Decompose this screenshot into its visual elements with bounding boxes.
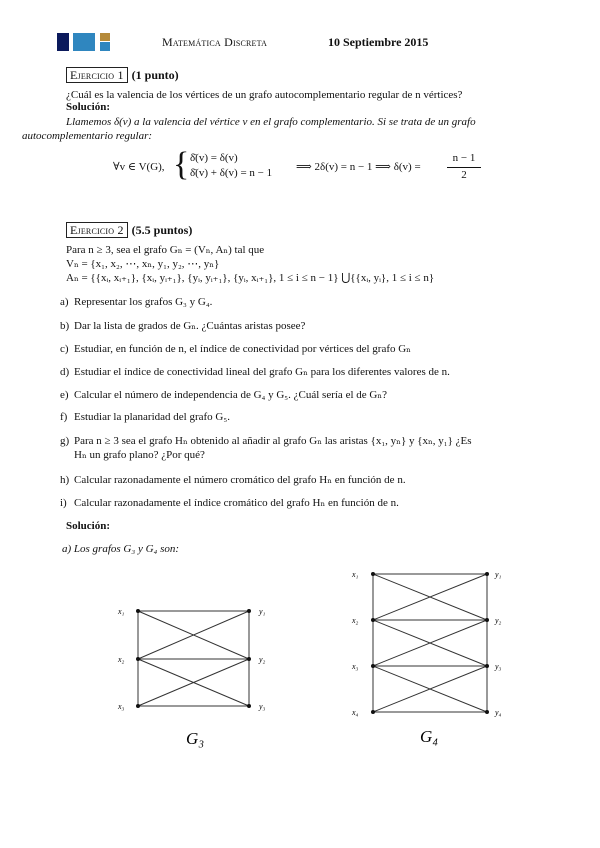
graph-g4-name: G₄ — [420, 727, 439, 746]
formula-rhs: ⟹ 2δ(v) = n − 1 ⟹ δ(v) = — [296, 161, 421, 173]
vertex-y2 — [485, 618, 489, 622]
vertex-label: x₄ — [352, 708, 359, 717]
formula-fraction-numerator: n − 1 — [452, 152, 476, 164]
vertex-label: y₂ — [259, 655, 266, 664]
course-title: Matemática Discreta — [162, 35, 268, 49]
vertex-y3 — [485, 664, 489, 668]
formula-system-line2: δ̄(v) + δ(v) = n − 1 — [190, 167, 273, 179]
vertex-label: x₂ — [118, 655, 125, 664]
vertex-x3 — [371, 664, 375, 668]
vertex-label: x₃ — [118, 702, 125, 711]
vertex-label: y₁ — [495, 570, 502, 579]
list-item-i: i) Calcular razonadamente el índice cromático del grafo Hₙ en función de n. — [60, 497, 399, 509]
list-item-a: a) Representar los grafos G₃ y G₄. — [60, 296, 213, 308]
vertex-x4 — [371, 710, 375, 714]
exercise-1-solution-line2: autocomplementario regular: — [22, 130, 153, 142]
vertex-x2 — [136, 657, 140, 661]
vertex-label: x₁ — [352, 570, 359, 579]
exercise-2-intro-line3: Aₙ = {{xᵢ, xᵢ₊₁}, {xᵢ, yᵢ₊₁}, {yᵢ, yᵢ₊₁}, {yᵢ, xᵢ₊₁}, 1 ≤ i ≤ n − 1} ⋃{{xᵢ, yᵢ}, 1 ≤ i ≤ n} — [66, 272, 435, 284]
formula-system-line1: δ̄(v) = δ(v) — [190, 152, 238, 164]
exercise-2-points: (5.5 puntos) — [131, 223, 193, 237]
vertex-x1 — [136, 609, 140, 613]
exercise-1-solution-label: Solución: — [66, 101, 111, 113]
vertex-y3 — [247, 704, 251, 708]
vertex-y1 — [485, 572, 489, 576]
list-item-b: b) Dar la lista de grados de Gₙ. ¿Cuántas aristas posee? — [60, 320, 306, 332]
graph-g3 — [117, 607, 266, 748]
list-item-d: d) Estudiar el índice de conectividad lineal del grafo Gₙ para los diferentes valores de n. — [60, 366, 450, 378]
exam-date: 10 Septiembre 2015 — [328, 35, 429, 49]
exercise-1-label: Ejercicio 1 — [66, 67, 128, 83]
vertex-label: x₃ — [352, 662, 359, 671]
vertex-label: y₃ — [259, 702, 266, 711]
vertex-label: x₂ — [352, 616, 359, 625]
vertex-label: y₃ — [495, 662, 502, 671]
exercise-2-solution-intro: a) Los grafos G₃ y G₄ son: — [62, 543, 180, 555]
formula-brace: { — [173, 146, 190, 183]
vertex-label: y₁ — [259, 607, 266, 616]
exercise-2-solution-label: Solución: — [66, 520, 111, 532]
exercise-1-solution-line1: Llamemos δ(v) a la valencia del vértice v en el grafo complementario. Si se trata de un grafo — [66, 116, 476, 128]
vertex-y4 — [485, 710, 489, 714]
graph-g4 — [351, 570, 502, 746]
list-item-c: c) Estudiar, en función de n, el índice de conectividad por vértices del grafo Gₙ — [60, 343, 411, 355]
vertex-x2 — [371, 618, 375, 622]
vertex-label: y₂ — [495, 616, 502, 625]
vertex-y2 — [247, 657, 251, 661]
vertex-label: y₄ — [495, 708, 502, 717]
vertex-label: x₁ — [118, 607, 125, 616]
vertex-x3 — [136, 704, 140, 708]
exercise-2-label: Ejercicio 2 — [66, 222, 128, 238]
exercise-1-points: (1 punto) — [131, 68, 179, 82]
formula-fraction-denominator: 2 — [461, 169, 467, 181]
exercise-1-question: ¿Cuál es la valencia de los vértices de un grafo autocomplementario regular de n vértices? — [66, 89, 463, 101]
list-item-f: f) Estudiar la planaridad del grafo G₅. — [60, 411, 230, 423]
list-item-g-continued: Hₙ un grafo plano? ¿Por qué? — [74, 449, 205, 461]
vertex-x1 — [371, 572, 375, 576]
exercise-2-intro-line1: Para n ≥ 3, sea el grafo Gₙ = (Vₙ, Aₙ) tal que — [66, 244, 265, 256]
exercise-2-intro-line2: Vₙ = {x₁, x₂, ⋯, xₙ, y₁, y₂, ⋯, yₙ} — [66, 258, 220, 270]
graph-g3-name: G₃ — [186, 729, 205, 748]
list-item-g: g) Para n ≥ 3 sea el grafo Hₙ obtenido al añadir al grafo Gₙ las aristas {x₁, yₙ} y {xₙ, y₁} ¿Es — [60, 435, 472, 447]
vertex-y1 — [247, 609, 251, 613]
list-item-e: e) Calcular el número de independencia de G₄ y G₅. ¿Cuál sería el de Gₙ? — [60, 389, 387, 401]
list-item-h: h) Calcular razonadamente el número cromático del grafo Hₙ en función de n. — [60, 474, 406, 486]
formula-lhs: ∀v ∈ V(G), — [113, 161, 165, 173]
